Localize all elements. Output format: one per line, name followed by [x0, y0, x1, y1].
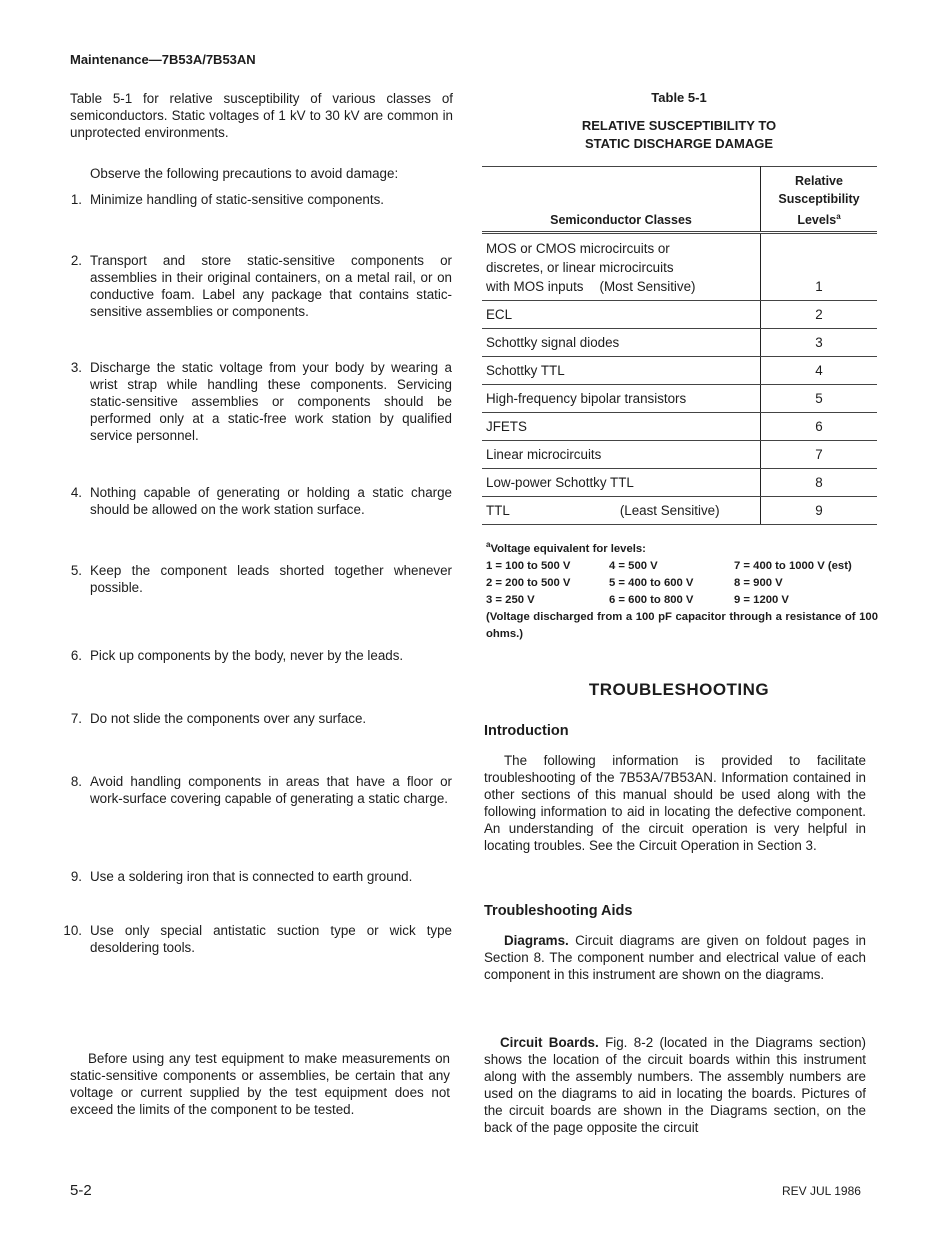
table-row	[482, 413, 877, 441]
item-number: 2.	[70, 253, 82, 268]
observe-paragraph: Observe the following precautions to avoid damage:	[90, 166, 399, 181]
class-cell: JFETS	[482, 413, 761, 441]
introduction-heading: Introduction	[484, 723, 569, 739]
item-text: Pick up components by the body, never by the leads.	[90, 648, 404, 663]
item-number: 5.	[70, 563, 82, 578]
item-text: Minimize handling of static-sensitive components.	[90, 192, 384, 207]
item-text: Keep the component leads shorted together whenever possible.	[90, 563, 452, 595]
table-row	[482, 301, 877, 329]
level-cell: 1	[761, 233, 878, 301]
level-cell: 5	[761, 385, 878, 413]
table-header-row	[482, 167, 877, 233]
class-cell: Linear microcircuits	[482, 441, 761, 469]
item-text: Avoid handling components in areas that have a floor or work-surface covering capable of generating a static charge.	[90, 774, 452, 806]
item-number: 9.	[70, 869, 82, 884]
level-cell: 4	[761, 357, 878, 385]
table-row	[482, 497, 877, 525]
level-cell: 8	[761, 469, 878, 497]
column-header-levels: Relative Susceptibility Levels$^a$	[778, 173, 860, 227]
item-number: 4.	[70, 485, 82, 500]
susceptibility-table	[482, 166, 877, 525]
aids-heading: Troubleshooting Aids	[484, 903, 633, 919]
level-cell: 9	[761, 497, 878, 525]
item-number: 3.	[70, 360, 82, 375]
revision-date: REV JUL 1986	[782, 1184, 861, 1198]
table-row	[482, 233, 877, 301]
table-row	[482, 329, 877, 357]
table-row	[482, 357, 877, 385]
closing-paragraph: Before using any test equipment to make measurements on static-sensitive components or assemblies, be certain that any voltage or current supplied by the test equipment does not exceed the limits of the component to be tested.	[70, 1051, 450, 1117]
class-cell: ECL	[482, 301, 761, 329]
diagrams-paragraph: Diagrams. Circuit diagrams are given on foldout pages in Section 8. The component number and electrical value of each component in this instrument are shown on the diagrams.	[484, 933, 866, 982]
class-cell: TTL (Least Sensitive)	[482, 497, 761, 525]
item-text: Discharge the static voltage from your body by wearing a wrist strap while handling these components. Servicing static-sensitive assemblies or components should be performed only at a static-free work station by qualified service personnel.	[90, 360, 452, 443]
footnote-line: 1 = 100 to 500 V 4 = 500 V 7 = 400 to 1000 V (est)	[486, 559, 852, 572]
item-text: Use a soldering iron that is connected to earth ground.	[90, 869, 413, 884]
footnote-note: (Voltage discharged from a 100 pF capacitor through a resistance of 100 ohms.)	[486, 610, 878, 640]
column-header-classes: Semiconductor Classes	[482, 167, 761, 233]
table-row	[482, 385, 877, 413]
introduction-paragraph: The following information is provided to facilitate troubleshooting of the 7B53A/7B53AN. Information contained in other sections of this manual should be used along with the following information to aid in locating the defective component. An understanding of the circuit operation is very helpful in locating troubles. See the Circuit Operation in Section 3.	[484, 753, 866, 853]
table-label: Table 5-1	[651, 90, 707, 105]
level-cell: 2	[761, 301, 878, 329]
level-cell: 7	[761, 441, 878, 469]
footnote-line: 3 = 250 V 6 = 600 to 800 V 9 = 1200 V	[486, 593, 789, 606]
item-number: 1.	[70, 192, 82, 207]
footnote-line: 2 = 200 to 500 V 5 = 400 to 600 V 8 = 900 V	[486, 576, 783, 589]
item-text: Transport and store static-sensitive components or assemblies in their original containers, on a metal rail, or on conductive foam. Label any package that contains static-sensitive assemblies or components.	[90, 253, 452, 319]
item-number: 8.	[70, 774, 82, 789]
circuit-boards-paragraph: Circuit Boards. Fig. 8-2 (located in the Diagrams section) shows the location of the circuit boards within this instrument along with the assembly numbers. The assembly numbers are used on the diagrams to aid in locating the boards. Pictures of the circuit boards are shown in the Diagrams section, on the back of the page opposite the circuit	[484, 1035, 867, 1135]
item-number: 7.	[70, 711, 82, 726]
footnote-title: $^a$Voltage equivalent for levels:	[486, 540, 646, 555]
table-row	[482, 469, 877, 497]
item-number: 6.	[70, 648, 82, 663]
table-title-line2: STATIC DISCHARGE DAMAGE	[584, 136, 774, 151]
level-cell: 3	[761, 329, 878, 357]
class-cell: Schottky signal diodes	[482, 329, 761, 357]
item-text: Do not slide the components over any surface.	[90, 711, 367, 726]
class-cell: Schottky TTL	[482, 357, 761, 385]
level-cell: 6	[761, 413, 878, 441]
class-cell: Low-power Schottky TTL	[482, 469, 761, 497]
class-cell: High-frequency bipolar transistors	[482, 385, 761, 413]
class-cell: MOS or CMOS microcircuits or discretes, or linear microcircuits with MOS inputs (Most Sensitive)	[482, 233, 761, 301]
item-text: Nothing capable of generating or holding a static charge should be allowed on the work station surface.	[90, 485, 452, 517]
page-header: Maintenance—7B53A/7B53AN	[70, 52, 256, 67]
table-footnote	[486, 536, 878, 643]
table-title-line1: RELATIVE SUSCEPTIBILITY TO	[581, 118, 777, 133]
page-number: 5-2	[70, 1182, 92, 1199]
section-title: TROUBLESHOOTING	[588, 680, 770, 699]
item-text: Use only special antistatic suction type or wick type desoldering tools.	[90, 923, 452, 955]
item-number: 10.	[63, 923, 82, 938]
intro-paragraph: Table 5-1 for relative susceptibility of various classes of semiconductors. Static voltages of 1 kV to 30 kV are common in unprotected environments.	[70, 91, 453, 140]
table-row	[482, 441, 877, 469]
